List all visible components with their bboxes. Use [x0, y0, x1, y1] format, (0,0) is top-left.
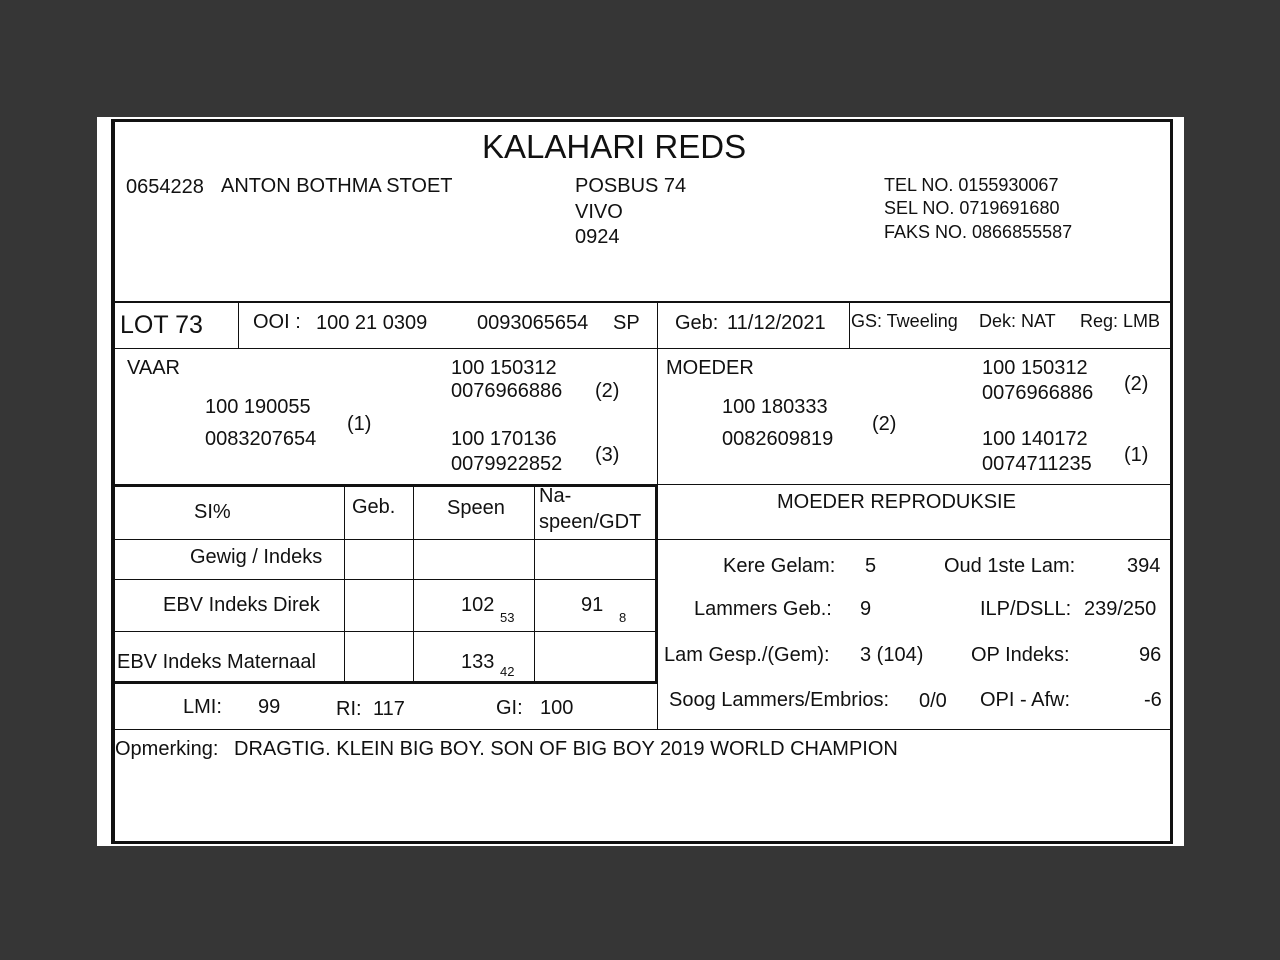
ebv-direk-naspeen-accuracy: 8 [619, 610, 627, 625]
reg-type: Reg: LMB [1080, 311, 1161, 331]
si-table-row-line-2 [113, 579, 656, 580]
lammers-geb-label: Lammers Geb.: [694, 598, 832, 620]
vaar-dam-number: 0079922852 [451, 453, 563, 475]
oud-lam-label: Oud 1ste Lam: [944, 555, 1076, 577]
lam-gesp-value: 3 (104) [860, 644, 924, 666]
moeder-dam-number: 0074711235 [982, 453, 1092, 475]
row-label-ebv-maternaal: EBV Indeks Maternaal [117, 651, 316, 673]
si-table-border-top [113, 484, 658, 487]
ooi-code: SP [613, 312, 640, 334]
si-table-col-line-1 [344, 486, 345, 682]
kere-gelam-label: Kere Gelam: [723, 555, 836, 577]
divider-lot-1 [238, 302, 239, 349]
breed-title: KALAHARI REDS [482, 128, 747, 165]
vaar-number: 0083207654 [205, 428, 317, 450]
divider-header [113, 301, 1172, 303]
moeder-sire-tag: (2) [1124, 373, 1149, 395]
divider-lot-row [113, 348, 1172, 349]
moeder-label: MOEDER [666, 357, 754, 379]
gi-label: GI: [496, 697, 523, 719]
breeder-number: 0654228 [126, 176, 204, 198]
lot-number: LOT 73 [120, 311, 203, 339]
repro-title-line [658, 539, 1172, 540]
lammers-geb-value: 9 [860, 598, 872, 620]
op-indeks-label: OP Indeks: [971, 644, 1070, 666]
vaar-label: VAAR [127, 357, 180, 379]
opi-afw-value: -6 [1144, 689, 1162, 711]
sel-number: SEL NO. 0719691680 [884, 198, 1060, 218]
address-line-1: POSBUS 74 [575, 175, 687, 197]
vaar-tag: (1) [347, 413, 372, 435]
remarks-label: Opmerking: [115, 738, 219, 760]
speen-header: Speen [447, 497, 505, 519]
repro-title: MOEDER REPRODUKSIE [777, 491, 1016, 513]
moeder-tag: (2) [872, 413, 897, 435]
row-label-ebv-direk: EBV Indeks Direk [163, 594, 320, 616]
divider-lot-2 [657, 302, 658, 349]
vaar-dam-id: 100 170136 [451, 428, 557, 450]
ilp-dsll-value: 239/250 [1084, 598, 1157, 620]
op-indeks-value: 96 [1139, 644, 1162, 666]
si-header: SI% [194, 501, 231, 523]
kere-gelam-value: 5 [865, 555, 877, 577]
ooi-label: OOI : [253, 311, 301, 333]
ebv-direk-speen: 102 [461, 594, 495, 616]
tel-number: TEL NO. 0155930067 [884, 175, 1059, 195]
si-table-border-bottom [113, 681, 658, 684]
lmi-value: 99 [258, 696, 281, 718]
si-table-row-line-1 [113, 539, 656, 540]
breeder-name: ANTON BOTHMA STOET [221, 175, 453, 197]
moeder-number: 0082609819 [722, 428, 834, 450]
ebv-direk-naspeen: 91 [581, 594, 604, 616]
oud-lam-value: 394 [1127, 555, 1161, 577]
vaar-id: 100 190055 [205, 396, 311, 418]
divider-remarks [113, 729, 1172, 730]
moeder-dam-tag: (1) [1124, 444, 1149, 466]
moeder-id: 100 180333 [722, 396, 828, 418]
ooi-id: 100 21 0309 [316, 312, 428, 334]
geb-date: 11/12/2021 [727, 312, 826, 334]
moeder-sire-number: 0076966886 [982, 382, 1094, 404]
si-table-col-line-3 [534, 486, 535, 682]
geb-header: Geb. [352, 496, 396, 518]
ebv-direk-speen-accuracy: 53 [500, 610, 515, 625]
naspeen-header-line-1: Na- [539, 485, 572, 507]
ooi-reg-number: 0093065654 [477, 312, 589, 334]
ilp-dsll-label: ILP/DSLL: [980, 598, 1072, 620]
gi-value: 100 [540, 697, 574, 719]
si-table-row-line-3 [113, 631, 656, 632]
address-line-3: 0924 [575, 226, 620, 248]
faks-number: FAKS NO. 0866855587 [884, 222, 1073, 242]
ri-label: RI: [336, 698, 362, 720]
soog-lammers-label: Soog Lammers/Embrios: [669, 689, 890, 711]
vaar-dam-tag: (3) [595, 444, 620, 466]
lam-gesp-label: Lam Gesp./(Gem): [664, 644, 830, 666]
vaar-sire-id: 100 150312 [451, 357, 557, 379]
divider-lot-3 [849, 302, 850, 349]
remarks-text: DRAGTIG. KLEIN BIG BOY. SON OF BIG BOY 2019 WORLD CHAMPION [234, 738, 898, 760]
gs-type: GS: Tweeling [851, 311, 958, 331]
moeder-sire-id: 100 150312 [982, 357, 1088, 379]
soog-lammers-value: 0/0 [919, 690, 947, 712]
ebv-maternaal-speen-accuracy: 42 [500, 664, 515, 679]
geb-label: Geb: [675, 312, 719, 334]
vaar-sire-number: 0076966886 [451, 380, 563, 402]
row-label-gewig: Gewig / Indeks [190, 546, 323, 568]
address-line-2: VIVO [575, 201, 623, 223]
ebv-maternaal-speen: 133 [461, 651, 495, 673]
lmi-label: LMI: [183, 696, 222, 718]
ri-value: 117 [373, 698, 405, 720]
si-table-border-right [655, 484, 658, 683]
dek-type: Dek: NAT [979, 311, 1056, 331]
vaar-sire-tag: (2) [595, 380, 620, 402]
opi-afw-label: OPI - Afw: [980, 689, 1071, 711]
naspeen-header-line-2: speen/GDT [539, 511, 642, 533]
moeder-dam-id: 100 140172 [982, 428, 1088, 450]
si-table-col-line-2 [413, 486, 414, 682]
